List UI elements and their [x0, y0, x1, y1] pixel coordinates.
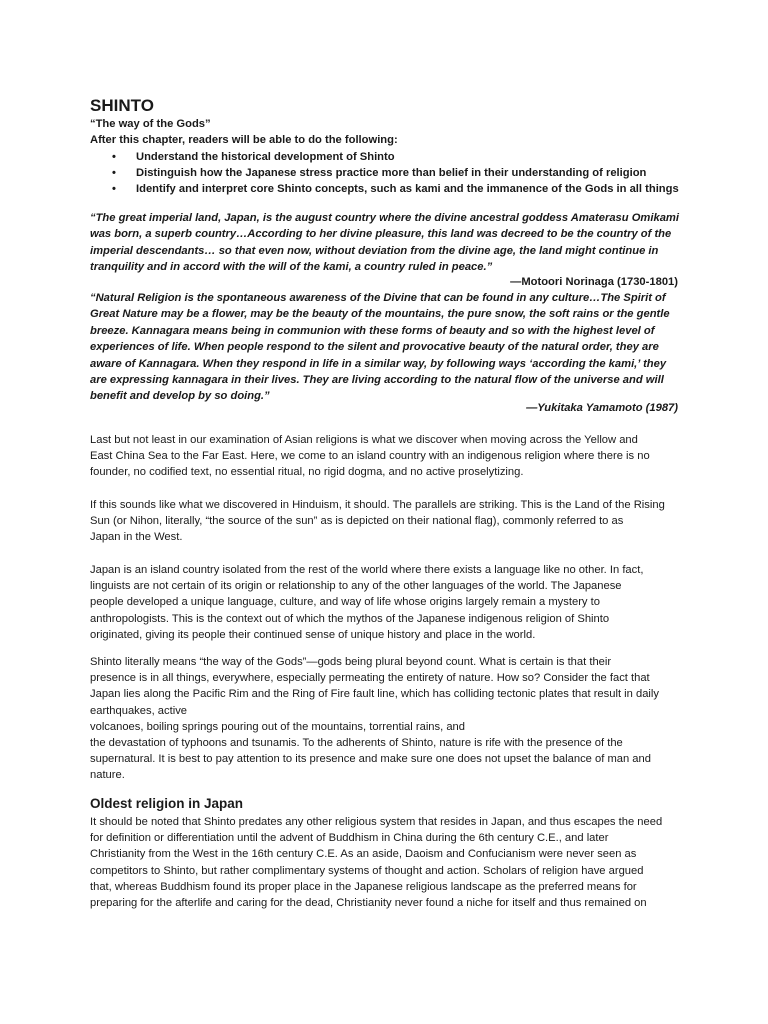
paragraph-line: anthropologists. This is the context out of which the mythos of the Japanese indigenous religion of Shinto [90, 612, 610, 625]
section-heading: Oldest religion in Japan [90, 796, 244, 811]
paragraph-line: founder, no codified text, no essential ritual, no rigid dogma, and no active proselytizing. [90, 466, 524, 479]
paragraph-line: linguists are not certain of its origin or relationship to any of the other languages of the world. The Japanese [90, 580, 622, 593]
section-paragraph [90, 814, 680, 911]
paragraph-line: nature. [90, 769, 125, 782]
quote-line: imperial descendants… so that even now, without deviation from the divine age, the land might continue in [90, 244, 659, 257]
quote-line: aware of Kannagara. When they respond in life in a similar way, by following ways ‘according the kami,’ they [90, 357, 667, 370]
paragraph-line: volcanoes, boiling springs pouring out of the mountains, torrential rains, and [90, 720, 466, 733]
objective-item [90, 165, 679, 181]
quote-line: “Natural Religion is the spontaneous awareness of the Divine that can be found in any culture…The Spirit of [90, 292, 666, 304]
paragraph-line: East China Sea to the Far East. Here, we come to an island country with an indigenous religion where there is no [90, 450, 650, 463]
objective-text: Distinguish how the Japanese stress practice more than belief in their understanding of religion [136, 167, 647, 179]
body-paragraph [90, 432, 680, 481]
paragraph-line: presence is in all things, everywhere, especially permeating the entirety of nature. How so? Consider the fact that [90, 672, 650, 685]
learning-objectives-list [90, 149, 679, 197]
body-paragraph [90, 497, 680, 546]
bullet-icon: • [112, 167, 116, 179]
paragraph-line: Christianity from the West in the 16th century C.E. As an aside, Daoism and Confucianism were never seen as [90, 848, 637, 861]
paragraph-line: supernatural. It is best to pay attention to its presence and make sure one does not upset the balance of man and [90, 753, 651, 766]
paragraph-line: It should be noted that Shinto predates any other religious system that resides in Japan, and thus escapes the need [90, 816, 663, 828]
quote-line: benefit and develop by so doing.” [90, 390, 270, 403]
paragraph-line: Shinto literally means “the way of the Gods”—gods being plural beyond count. What is certain is that their [90, 656, 612, 668]
quote-attribution-norinaga: —Motoori Norinaga (1730-1801) [510, 276, 678, 288]
epigraph-quote-norinaga [90, 210, 680, 276]
quote-attribution-yamamoto: —Yukitaka Yamamoto (1987) [526, 402, 678, 414]
bullet-icon: • [112, 151, 116, 163]
paragraph-line: earthquakes, active [90, 704, 188, 717]
paragraph-line: Japan lies along the Pacific Rim and the Ring of Fire fault line, which has colliding tectonic plates that result in daily [90, 688, 660, 701]
paragraph-line: people developed a unique language, culture, and way of life whose origins largely remain a mystery to [90, 596, 600, 609]
quote-line: experiences of life. When people respond to the silent and provocative beauty of the natural order, they are [90, 341, 659, 354]
body-paragraph [90, 562, 680, 643]
objective-item [90, 181, 679, 197]
paragraph-line: Japan in the West. [90, 531, 183, 544]
paragraph-line: competitors to Shinto, but rather complimentary systems of thought and action. Scholars of religion have argued [90, 864, 644, 877]
paragraph-line: originated, giving its people their continued sense of unique history and place in the world. [90, 628, 536, 641]
quote-line: are expressing kannagara in their lives. They are living according to the natural flow of the universe and will [90, 374, 664, 387]
paragraph-line: Japan is an island country isolated from the rest of the world where there exists a language like no other. In fact, [90, 564, 644, 576]
quote-line: Great Nature may be a flower, may be the beauty of the mountains, the pure snow, the soft rains or the gentle [90, 308, 670, 321]
paragraph-line: that, whereas Buddhism found its proper place in the Japanese religious landscape as the preferred means for [90, 880, 637, 893]
epigraph-quote-yamamoto [90, 290, 680, 405]
paragraph-line: If this sounds like what we discovered in Hinduism, it should. The parallels are striking. This is the Land of the Rising [90, 499, 665, 511]
page-subtitle: “The way of the Gods” [90, 118, 211, 130]
quote-line: was born, a superb country…According to her divine pleasure, this land was decreed to be the country of the [90, 228, 672, 241]
learning-objectives-intro: After this chapter, readers will be able to do the following: [90, 134, 398, 146]
paragraph-line: for definition or differentiation until the advent of Buddhism in China during the 6th century C.E., and later [90, 832, 609, 845]
quote-line: “The great imperial land, Japan, is the august country where the divine ancestral goddess Amaterasu Omikami [90, 212, 679, 224]
page-title: SHINTO [90, 96, 154, 115]
objective-text: Understand the historical development of Shinto [136, 151, 395, 163]
objective-text: Identify and interpret core Shinto concepts, such as kami and the immanence of the Gods in all things [136, 183, 679, 195]
bullet-icon: • [112, 183, 116, 195]
body-paragraph [90, 654, 680, 784]
quote-line: breeze. Kannagara means being in communion with these forms of beauty and so with the highest level of [90, 324, 655, 337]
objective-item [90, 149, 679, 165]
paragraph-line: Sun (or Nihon, literally, “the source of the sun” as is depicted on their national flag), commonly referred to as [90, 515, 624, 528]
quote-line: tranquility and in accord with the will of the kami, a country ruled in peace.” [90, 261, 493, 274]
paragraph-line: Last but not least in our examination of Asian religions is what we discover when moving across the Yellow and [90, 434, 638, 446]
paragraph-line: preparing for the afterlife and caring for the dead, Christianity never found a niche for itself and thus remained on [90, 897, 647, 910]
paragraph-line: the devastation of typhoons and tsunamis. To the adherents of Shinto, nature is rife with the presence of the [90, 737, 623, 750]
